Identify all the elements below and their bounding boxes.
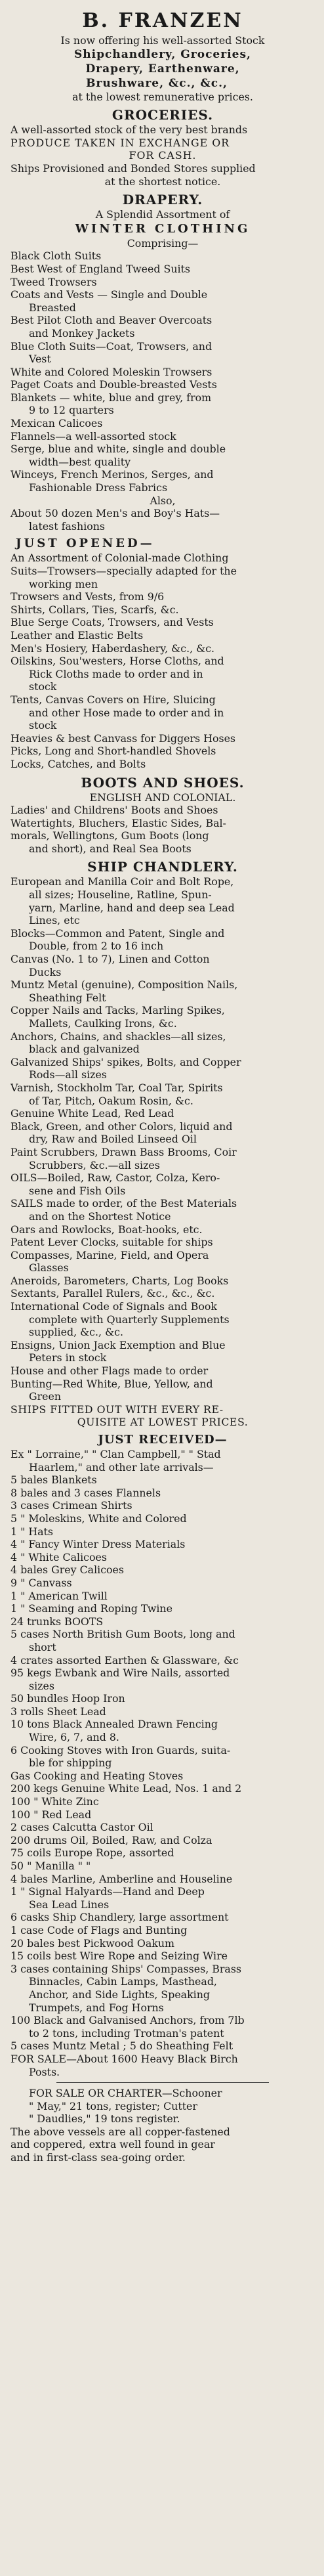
intro-line: at the lowest remunerative prices. [72, 90, 253, 103]
boots-line: morals, Wellingtons, Gum Boots (long [10, 829, 209, 842]
just-opened-line: Rick Cloths made to order and in [29, 667, 203, 680]
for-sale-line: and in first-class sea-going order. [10, 2151, 186, 2164]
boots-section [10, 774, 315, 856]
received-line: Wire, 6, 7, and 8. [29, 1731, 119, 1744]
intro-line: Shipchandlery, Groceries, [74, 47, 251, 61]
for-sale-line: FOR SALE OR CHARTER—Schooner [29, 2087, 222, 2100]
for-sale-section [10, 2087, 315, 2164]
just-opened-heading: JUST OPENED— [16, 536, 155, 551]
boots-line: ENGLISH AND COLONIAL. [89, 791, 236, 804]
received-line: 6 casks Ship Chandlery, large assortment [10, 1911, 229, 1924]
just-opened-line: and other Hose made to order and in [29, 706, 224, 719]
received-line: 6 Cooking Stoves with Iron Guards, suita- [10, 1743, 231, 1757]
boots-line: and short), and Real Sea Boots [29, 842, 192, 855]
received-line: 15 coils best Wire Rope and Seizing Wire [10, 1950, 228, 1963]
drapery-heading: DRAPERY. [122, 192, 203, 208]
chandlery-line: Anchors, Chains, and shackles—all sizes, [10, 1030, 226, 1043]
drapery-line: Winceys, French Merinos, Serges, and [10, 468, 214, 481]
received-line: Trumpets, and Fog Horns [29, 2001, 164, 2014]
chandlery-line: Muntz Metal (genuine), Composition Nails, [10, 978, 238, 992]
received-line: sizes [29, 1679, 54, 1692]
for-sale-line: " May," 21 tons, register; Cutter [29, 2099, 197, 2112]
chandlery-line: supplied, &c., &c. [29, 1326, 124, 1339]
received-line: FOR SALE—About 1600 Heavy Black Birch [10, 2052, 238, 2065]
drapery-line: Serge, blue and white, single and double [10, 443, 226, 456]
drapery-line: 9 to 12 quarters [29, 404, 114, 417]
received-line: to 2 tons, including Trotman's patent [29, 2026, 224, 2040]
chandlery-line: Compasses, Marine, Field, and Opera [10, 1248, 209, 1261]
chandlery-line: Double, from 2 to 16 inch [29, 940, 164, 953]
just-opened-line: Picks, Long and Short-handled Shovels [10, 745, 216, 758]
drapery-line: Vest [29, 353, 51, 366]
groceries-section [10, 106, 315, 188]
just-opened-line: Oilskins, Sou'westers, Horse Cloths, and [10, 655, 224, 668]
chandlery-line: all sizes; Houseline, Ratline, Spun- [29, 888, 212, 902]
received-line: 24 trunks BOOTS [10, 1615, 104, 1628]
received-line: 5 " Moleskins, White and Colored [10, 1512, 187, 1525]
just-opened-line: Heavies & best Canvass for Diggers Hoses [10, 731, 236, 745]
received-line: 75 coils Europe Rope, assorted [10, 1846, 174, 1860]
drapery-line: WINTER CLOTHING [75, 221, 251, 236]
boots-line: Ladies' and Childrens' Boots and Shoes [10, 804, 218, 817]
drapery-line: latest fashions [29, 519, 106, 533]
chandlery-line: Glasses [29, 1261, 69, 1275]
chandlery-line: Bunting—Red White, Blue, Yellow, and [10, 1377, 213, 1390]
just-received-heading: JUST RECEIVED— [98, 1433, 228, 1447]
chandlery-line: Sheathing Felt [29, 991, 106, 1004]
received-line: 4 crates assorted Earthen & Glassware, &c [10, 1653, 239, 1667]
drapery-line: Paget Coats and Double-breasted Vests [10, 378, 217, 391]
ship-chandlery-section [10, 858, 315, 1429]
groceries-line: FOR CASH. [129, 149, 197, 162]
received-line: 8 bales and 3 cases Flannels [10, 1486, 161, 1499]
drapery-line: Best West of England Tweed Suits [10, 262, 191, 275]
received-line: Posts. [29, 2065, 60, 2078]
groceries-line: at the shortest notice. [104, 175, 221, 188]
intro-line: Drapery, Earthenware, [85, 62, 240, 76]
just-opened-line: Trowsers and Vests, from 9/6 [10, 590, 165, 603]
drapery-line: Comprising— [127, 236, 199, 250]
chandlery-line: Varnish, Stockholm Tar, Coal Tar, Spirits [10, 1081, 223, 1094]
chandlery-line: Blocks—Common and Patent, Single and [10, 927, 225, 940]
just-opened-line: stock [29, 719, 57, 732]
received-line: 3 rolls Sheet Lead [10, 1705, 106, 1718]
ship-chandlery-heading: SHIP CHANDLERY. [87, 859, 238, 875]
just-opened-section [10, 536, 315, 770]
drapery-line: Fashionable Dress Fabrics [29, 481, 168, 494]
drapery-line: width—best quality [29, 455, 131, 468]
received-line: 100 Black and Galvanised Anchors, from 7lb [10, 2014, 245, 2027]
chandlery-line: House and other Flags made to order [10, 1364, 209, 1378]
received-line: 2 cases Calcutta Castor Oil [10, 1821, 153, 1834]
received-line: 1 " American Twill [10, 1589, 108, 1602]
received-line: 50 bundles Hoop Iron [10, 1692, 125, 1705]
just-opened-line: working men [29, 577, 98, 590]
received-line: short [29, 1640, 56, 1653]
chandlery-line: complete with Quarterly Supplements [29, 1313, 230, 1326]
just-opened-line: Suits—Trowsers—specially adapted for the [10, 565, 237, 577]
chandlery-line: Black, Green, and other Colors, liquid and [10, 1120, 233, 1133]
chandlery-line: Genuine White Lead, Red Lead [10, 1107, 174, 1120]
groceries-heading: GROCERIES. [111, 107, 214, 123]
received-line: 100 " Red Lead [10, 1808, 92, 1821]
chandlery-line: SHIPS FITTED OUT WITH EVERY RE- [10, 1403, 224, 1416]
received-line: Haarlem," and other late arrivals— [29, 1460, 214, 1474]
intro-section [10, 34, 315, 103]
drapery-line: Flannels—a well-assorted stock [10, 429, 176, 443]
drapery-line: Black Cloth Suits [10, 250, 102, 263]
received-line: Binnacles, Cabin Lamps, Masthead, [29, 1975, 217, 1988]
received-line: 100 " White Zinc [10, 1795, 99, 1808]
received-line: 4 " White Calicoes [10, 1550, 107, 1563]
chandlery-line: black and galvanized [29, 1043, 140, 1056]
for-sale-line: " Daudlies," 19 tons register. [29, 2112, 180, 2126]
boots-heading: BOOTS AND SHOES. [81, 774, 245, 791]
just-opened-line: An Assortment of Colonial-made Clothing [10, 552, 229, 565]
received-line: ble for shipping [29, 1757, 112, 1770]
chandlery-line: Lines, etc [29, 914, 80, 927]
groceries-line: Ships Provisioned and Bonded Stores supplied [10, 162, 256, 175]
just-opened-line: Blue Serge Coats, Trowsers, and Vests [10, 616, 214, 629]
chandlery-line: and on the Shortest Notice [29, 1210, 171, 1223]
drapery-line: Breasted [29, 301, 76, 314]
received-line: 5 cases North British Gum Boots, long and [10, 1628, 235, 1641]
drapery-line: and Monkey Jackets [29, 326, 135, 339]
drapery-line: A Splendid Assortment of [95, 208, 230, 221]
received-line: 4 bales Marline, Amberline and Houseline [10, 1872, 233, 1885]
intro-line: Is now offering his well-assorted Stock [60, 34, 265, 47]
received-line: 5 cases Muntz Metal ; 5 do Sheathing Felt [10, 2040, 233, 2053]
chandlery-line: sene and Fish Oils [29, 1184, 126, 1197]
chandlery-line: dry, Raw and Boiled Linseed Oil [29, 1133, 197, 1146]
chandlery-line: Peters in stock [29, 1351, 107, 1364]
chandlery-line: Scrubbers, &c.—all sizes [29, 1158, 160, 1171]
for-sale-line: The above vessels are all copper-fastened [10, 2125, 230, 2138]
received-line: 20 bales best Pickwood Oakum [10, 1936, 174, 1950]
chandlery-line: Patent Lever Clocks, suitable for ships [10, 1236, 213, 1249]
received-line: 1 " Seaming and Roping Twine [10, 1602, 172, 1615]
groceries-line: PRODUCE TAKEN IN EXCHANGE OR [10, 136, 230, 149]
drapery-line: White and Colored Moleskin Trowsers [10, 365, 213, 378]
received-line: 9 " Canvass [10, 1576, 72, 1589]
chandlery-line: Green [29, 1390, 62, 1403]
chandlery-line: OILS—Boiled, Raw, Castor, Colza, Kero- [10, 1171, 220, 1185]
received-line: 95 kegs Ewbank and Wire Nails, assorted [10, 1667, 230, 1680]
received-line: 50 " Manilla " " [10, 1860, 91, 1872]
received-line: 10 tons Black Annealed Drawn Fencing [10, 1718, 218, 1731]
drapery-line: Blankets — white, blue and grey, from [10, 391, 212, 404]
chandlery-line: Canvas (No. 1 to 7), Linen and Cotton [10, 953, 210, 966]
just-opened-line: Shirts, Collars, Ties, Scarfs, &c. [10, 603, 179, 616]
chandlery-line: of Tar, Pitch, Oakum Rosin, &c. [29, 1094, 193, 1107]
just-opened-line: Locks, Catches, and Bolts [10, 757, 146, 770]
drapery-line: Tweed Trowsers [10, 275, 97, 288]
drapery-line: Coats and Vests — Single and Double [10, 288, 208, 301]
drapery-line: Also, [150, 494, 176, 507]
chandlery-line: QUISITE AT LOWEST PRICES. [77, 1416, 249, 1429]
advertiser-name: B. FRANZEN [82, 9, 243, 32]
just-opened-line: Leather and Elastic Belts [10, 628, 144, 642]
chandlery-line: International Code of Signals and Book [10, 1300, 217, 1313]
chandlery-line: European and Manilla Coir and Bolt Rope, [10, 875, 234, 888]
chandlery-line: Rods—all sizes [29, 1068, 107, 1081]
just-opened-line: Tents, Canvas Covers on Hire, Sluicing [10, 693, 216, 706]
received-line: 4 bales Grey Calicoes [10, 1563, 125, 1577]
chandlery-line: SAILS made to order, of the Best Materials [10, 1197, 237, 1210]
chandlery-line: Galvanized Ships' spikes, Bolts, and Copper [10, 1055, 241, 1068]
chandlery-line: Copper Nails and Tacks, Marling Spikes, [10, 1004, 225, 1017]
received-line: Anchor, and Side Lights, Speaking [29, 1988, 210, 2001]
received-line: 3 cases containing Ships' Compasses, Brass [10, 1962, 242, 1975]
received-line: 5 bales Blankets [10, 1474, 97, 1487]
received-line: Sea Lead Lines [29, 1898, 110, 1911]
received-line: 1 case Code of Flags and Bunting [10, 1923, 188, 1936]
chandlery-line: Ensigns, Union Jack Exemption and Blue [10, 1338, 226, 1351]
just-opened-line: Men's Hosiery, Haberdashery, &c., &c. [10, 642, 215, 655]
boots-line: Watertights, Bluchers, Elastic Sides, Bal- [10, 816, 226, 829]
chandlery-line: Paint Scrubbers, Drawn Bass Brooms, Coir [10, 1145, 237, 1158]
chandlery-line: Sextants, Parallel Rulers, &c., &c., &c. [10, 1287, 215, 1300]
received-line: 3 cases Crimean Shirts [10, 1499, 132, 1512]
divider-rule [56, 2082, 269, 2083]
chandlery-line: yarn, Marline, hand and deep sea Lead [29, 901, 235, 914]
just-received-section [10, 1432, 315, 2078]
received-line: 1 " Hats [10, 1525, 54, 1538]
chandlery-line: Ducks [29, 965, 62, 978]
received-line: Gas Cooking and Heating Stoves [10, 1769, 184, 1782]
received-line: 200 drums Oil, Boiled, Raw, and Colza [10, 1833, 213, 1846]
received-line: 1 " Signal Halyards—Hand and Deep [10, 1885, 205, 1898]
intro-line: Brushware, &c., &c., [86, 76, 228, 90]
for-sale-line: and coppered, extra well found in gear [10, 2138, 215, 2151]
drapery-section [10, 191, 315, 533]
just-opened-line: stock [29, 680, 57, 693]
drapery-line: Blue Cloth Suits—Coat, Trowsers, and [10, 339, 213, 353]
drapery-line: About 50 dozen Men's and Boy's Hats— [10, 507, 220, 520]
chandlery-line: Aneroids, Barometers, Charts, Log Books [10, 1274, 229, 1287]
received-line: 200 kegs Genuine White Lead, Nos. 1 and 2 [10, 1782, 242, 1795]
drapery-line: Mexican Calicoes [10, 417, 103, 430]
received-line: Ex " Lorraine," " Clan Campbell," " Stad [10, 1448, 221, 1460]
drapery-line: Best Pilot Cloth and Beaver Overcoats [10, 314, 213, 327]
received-line: 4 " Fancy Winter Dress Materials [10, 1538, 186, 1551]
groceries-line: A well-assorted stock of the very best brands [10, 123, 248, 137]
chandlery-line: Mallets, Caulking Irons, &c. [29, 1017, 177, 1030]
chandlery-line: Oars and Rowlocks, Boat-hooks, etc. [10, 1223, 203, 1236]
